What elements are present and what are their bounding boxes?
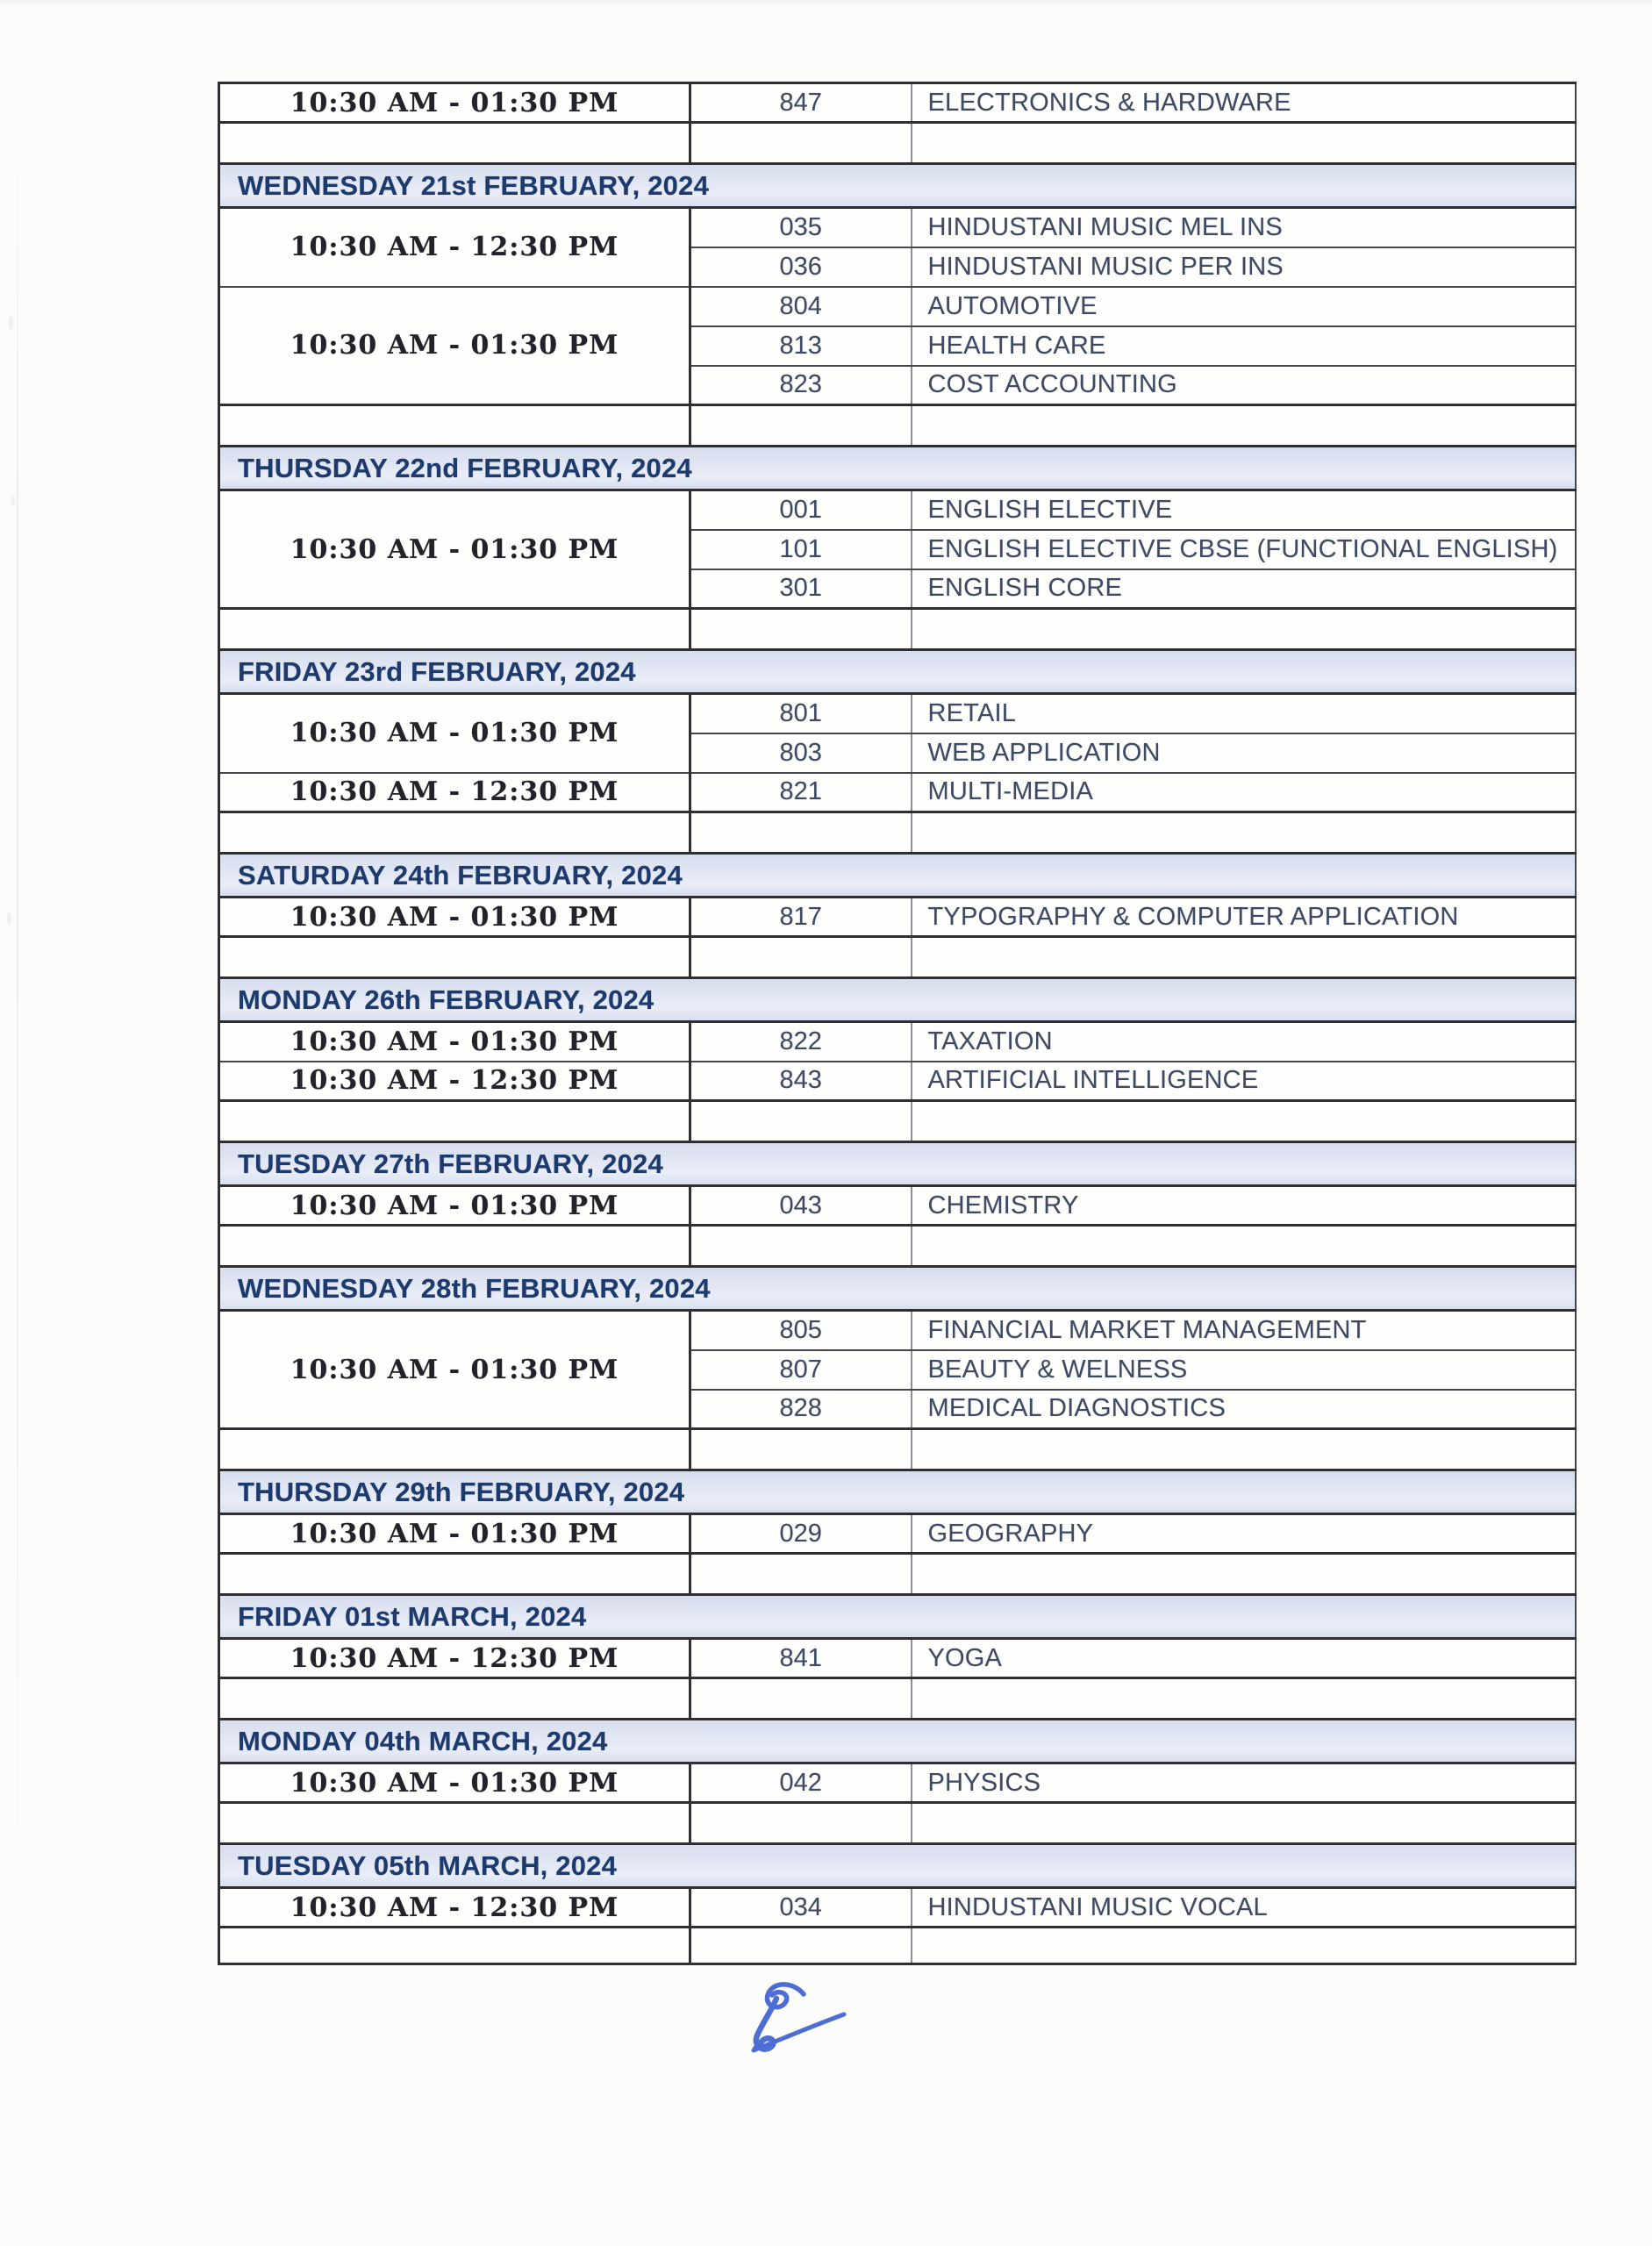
spacer-cell: [219, 1554, 690, 1595]
scan-smudge: [9, 316, 13, 330]
spacer-cell: [219, 1678, 690, 1720]
time-slot: 10:30 AM - 12:30 PM: [219, 1062, 690, 1101]
spacer-cell: [912, 123, 1576, 164]
subject-name: MULTI-MEDIA: [912, 773, 1576, 812]
day-header-date: MONDAY 26th FEBRUARY, 2024: [219, 978, 690, 1022]
spacer-row: [219, 1678, 1576, 1720]
time-slot: 10:30 AM - 12:30 PM: [219, 1639, 690, 1678]
day-header-date: FRIDAY 01st MARCH, 2024: [219, 1595, 690, 1639]
subject-name: YOGA: [912, 1639, 1576, 1678]
exam-row: [219, 1186, 1576, 1226]
spacer-row: [219, 1554, 1576, 1595]
spacer-cell: [690, 1226, 912, 1267]
spacer-cell: [912, 1928, 1576, 1964]
subject-name: HINDUSTANI MUSIC MEL INS: [912, 208, 1576, 247]
day-header-row: [219, 1142, 1576, 1186]
exam-row: [219, 287, 1576, 326]
exam-row: [219, 1888, 1576, 1928]
day-header-filler: [690, 447, 912, 490]
subject-name: ENGLISH ELECTIVE: [912, 490, 1576, 530]
spacer-cell: [690, 1803, 912, 1844]
subject-code: 828: [690, 1390, 912, 1429]
day-header-date: THURSDAY 29th FEBRUARY, 2024: [219, 1470, 690, 1514]
day-header-date: TUESDAY 27th FEBRUARY, 2024: [219, 1142, 690, 1186]
subject-code: 042: [690, 1763, 912, 1803]
exam-row: [219, 1022, 1576, 1062]
subject-code: 823: [690, 366, 912, 405]
subject-code: 034: [690, 1888, 912, 1928]
day-header-filler: [912, 1142, 1576, 1186]
day-header-row: [219, 1595, 1576, 1639]
subject-code: 813: [690, 326, 912, 366]
exam-row: [219, 694, 1576, 733]
time-slot: 10:30 AM - 01:30 PM: [219, 287, 690, 405]
day-header-filler: [690, 1844, 912, 1888]
subject-name: FINANCIAL MARKET MANAGEMENT: [912, 1311, 1576, 1350]
day-header-date: MONDAY 04th MARCH, 2024: [219, 1720, 690, 1763]
time-slot: 10:30 AM - 01:30 PM: [219, 83, 690, 123]
datesheet-table: [218, 82, 1577, 1965]
spacer-cell: [219, 1429, 690, 1470]
day-header-row: [219, 854, 1576, 898]
time-slot: 10:30 AM - 01:30 PM: [219, 1186, 690, 1226]
spacer-row: [219, 123, 1576, 164]
spacer-cell: [690, 1678, 912, 1720]
spacer-cell: [912, 1226, 1576, 1267]
spacer-cell: [219, 937, 690, 978]
subject-name: HINDUSTANI MUSIC PER INS: [912, 247, 1576, 287]
time-slot: 10:30 AM - 01:30 PM: [219, 1311, 690, 1429]
signature-scribble: [726, 1976, 867, 2071]
spacer-cell: [219, 405, 690, 447]
subject-name: ARTIFICIAL INTELLIGENCE: [912, 1062, 1576, 1101]
subject-code: 301: [690, 569, 912, 609]
time-slot: 10:30 AM - 12:30 PM: [219, 1888, 690, 1928]
day-header-filler: [912, 164, 1576, 208]
day-header-filler: [912, 1470, 1576, 1514]
spacer-cell: [690, 405, 912, 447]
subject-code: 821: [690, 773, 912, 812]
scan-smudge: [11, 496, 15, 506]
day-header-filler: [690, 1720, 912, 1763]
spacer-row: [219, 1101, 1576, 1142]
spacer-row: [219, 609, 1576, 650]
exam-row: [219, 1763, 1576, 1803]
day-header-filler: [690, 1142, 912, 1186]
spacer-cell: [690, 1554, 912, 1595]
spacer-cell: [690, 812, 912, 854]
spacer-row: [219, 1226, 1576, 1267]
exam-row: [219, 83, 1576, 123]
day-header-row: [219, 164, 1576, 208]
time-slot: 10:30 AM - 01:30 PM: [219, 1514, 690, 1554]
day-header-filler: [912, 854, 1576, 898]
subject-code: 029: [690, 1514, 912, 1554]
spacer-cell: [219, 1803, 690, 1844]
subject-name: COST ACCOUNTING: [912, 366, 1576, 405]
subject-code: 035: [690, 208, 912, 247]
subject-name: BEAUTY & WELNESS: [912, 1350, 1576, 1390]
subject-code: 036: [690, 247, 912, 287]
scan-smudge: [7, 912, 11, 925]
subject-code: 001: [690, 490, 912, 530]
spacer-cell: [912, 1101, 1576, 1142]
subject-name: WEB APPLICATION: [912, 733, 1576, 773]
spacer-cell: [690, 1429, 912, 1470]
subject-code: 801: [690, 694, 912, 733]
subject-name: ELECTRONICS & HARDWARE: [912, 83, 1576, 123]
time-slot: 10:30 AM - 12:30 PM: [219, 208, 690, 287]
time-slot: 10:30 AM - 01:30 PM: [219, 694, 690, 773]
spacer-cell: [690, 123, 912, 164]
subject-name: PHYSICS: [912, 1763, 1576, 1803]
exam-row: [219, 898, 1576, 937]
subject-code: 101: [690, 530, 912, 569]
subject-code: 805: [690, 1311, 912, 1350]
spacer-cell: [219, 123, 690, 164]
subject-name: HEALTH CARE: [912, 326, 1576, 366]
day-header-filler: [912, 978, 1576, 1022]
spacer-row: [219, 812, 1576, 854]
time-slot: 10:30 AM - 01:30 PM: [219, 1022, 690, 1062]
day-header-row: [219, 1267, 1576, 1311]
spacer-cell: [912, 405, 1576, 447]
day-header-date: WEDNESDAY 28th FEBRUARY, 2024: [219, 1267, 690, 1311]
scan-crease-line: [17, 114, 18, 1956]
day-header-filler: [690, 1267, 912, 1311]
subject-name: MEDICAL DIAGNOSTICS: [912, 1390, 1576, 1429]
day-header-date: FRIDAY 23rd FEBRUARY, 2024: [219, 650, 690, 694]
day-header-filler: [912, 650, 1576, 694]
subject-name: AUTOMOTIVE: [912, 287, 1576, 326]
day-header-row: [219, 447, 1576, 490]
subject-name: TYPOGRAPHY & COMPUTER APPLICATION: [912, 898, 1576, 937]
exam-row: [219, 1639, 1576, 1678]
exam-row: [219, 773, 1576, 812]
exam-row: [219, 490, 1576, 530]
exam-row: [219, 1514, 1576, 1554]
day-header-filler: [912, 1844, 1576, 1888]
day-header-filler: [690, 978, 912, 1022]
spacer-cell: [690, 937, 912, 978]
day-header-filler: [912, 447, 1576, 490]
spacer-row: [219, 1429, 1576, 1470]
subject-name: HINDUSTANI MUSIC VOCAL: [912, 1888, 1576, 1928]
spacer-cell: [912, 812, 1576, 854]
day-header-row: [219, 978, 1576, 1022]
exam-row: [219, 208, 1576, 247]
subject-code: 841: [690, 1639, 912, 1678]
subject-code: 847: [690, 83, 912, 123]
subject-name: GEOGRAPHY: [912, 1514, 1576, 1554]
day-header-row: [219, 650, 1576, 694]
day-header-row: [219, 1720, 1576, 1763]
day-header-row: [219, 1470, 1576, 1514]
spacer-cell: [912, 937, 1576, 978]
spacer-row: [219, 1803, 1576, 1844]
spacer-cell: [690, 1101, 912, 1142]
time-slot: 10:30 AM - 01:30 PM: [219, 1763, 690, 1803]
day-header-filler: [912, 1720, 1576, 1763]
subject-code: 804: [690, 287, 912, 326]
subject-name: TAXATION: [912, 1022, 1576, 1062]
day-header-filler: [912, 1267, 1576, 1311]
subject-code: 817: [690, 898, 912, 937]
day-header-date: THURSDAY 22nd FEBRUARY, 2024: [219, 447, 690, 490]
spacer-cell: [912, 1429, 1576, 1470]
subject-name: ENGLISH ELECTIVE CBSE (FUNCTIONAL ENGLISH): [912, 530, 1576, 569]
day-header-filler: [912, 1595, 1576, 1639]
subject-name: ENGLISH CORE: [912, 569, 1576, 609]
exam-row: [219, 1062, 1576, 1101]
subject-code: 803: [690, 733, 912, 773]
spacer-cell: [219, 1226, 690, 1267]
spacer-row: [219, 405, 1576, 447]
day-header-date: TUESDAY 05th MARCH, 2024: [219, 1844, 690, 1888]
time-slot: 10:30 AM - 01:30 PM: [219, 490, 690, 609]
spacer-cell: [690, 1928, 912, 1964]
spacer-cell: [912, 1678, 1576, 1720]
time-slot: 10:30 AM - 12:30 PM: [219, 773, 690, 812]
subject-code: 843: [690, 1062, 912, 1101]
exam-row: [219, 1311, 1576, 1350]
spacer-cell: [219, 1928, 690, 1964]
subject-code: 822: [690, 1022, 912, 1062]
spacer-cell: [219, 812, 690, 854]
day-header-date: WEDNESDAY 21st FEBRUARY, 2024: [219, 164, 690, 208]
spacer-cell: [690, 609, 912, 650]
spacer-cell: [912, 1554, 1576, 1595]
subject-code: 043: [690, 1186, 912, 1226]
spacer-cell: [219, 1101, 690, 1142]
day-header-row: [219, 1844, 1576, 1888]
day-header-filler: [690, 1595, 912, 1639]
scan-top-shadow: [0, 0, 1652, 7]
spacer-cell: [912, 609, 1576, 650]
day-header-filler: [690, 854, 912, 898]
day-header-filler: [690, 1470, 912, 1514]
day-header-date: SATURDAY 24th FEBRUARY, 2024: [219, 854, 690, 898]
day-header-filler: [690, 650, 912, 694]
spacer-cell: [912, 1803, 1576, 1844]
spacer-row: [219, 937, 1576, 978]
subject-name: CHEMISTRY: [912, 1186, 1576, 1226]
spacer-row: [219, 1928, 1576, 1964]
day-header-filler: [690, 164, 912, 208]
subject-name: RETAIL: [912, 694, 1576, 733]
spacer-cell: [219, 609, 690, 650]
time-slot: 10:30 AM - 01:30 PM: [219, 898, 690, 937]
subject-code: 807: [690, 1350, 912, 1390]
